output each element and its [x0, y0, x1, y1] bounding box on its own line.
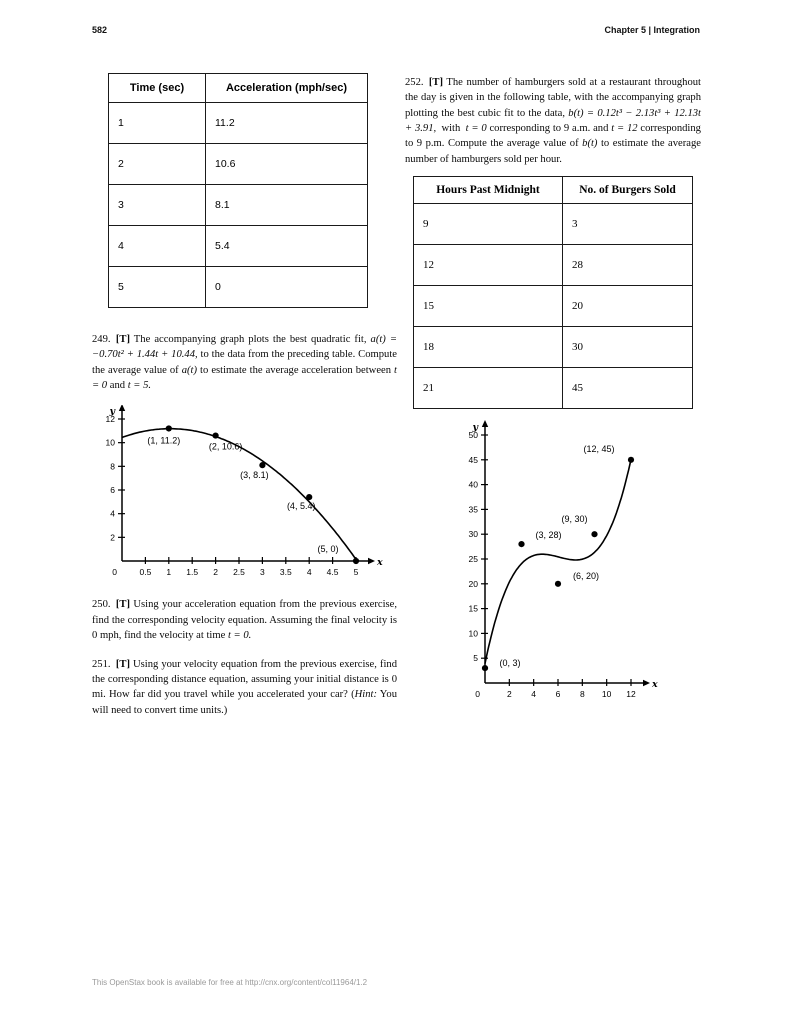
text-segment: a(t) = −0.70t² + 1.44t + 10.44,	[92, 334, 398, 361]
text-segment: with	[436, 123, 466, 135]
table-row	[414, 204, 693, 245]
table-cell: 2	[109, 144, 206, 185]
point-label: (3, 8.1)	[240, 470, 269, 481]
y-tick-label: 6	[110, 485, 115, 496]
column-header: Time (sec)	[109, 74, 206, 103]
text-segment: t = 0.	[227, 630, 252, 642]
text-segment: Hint:	[354, 689, 377, 701]
page-header	[92, 25, 700, 35]
table-cell: 28	[563, 245, 693, 286]
text-segment: to the data from the preceding table. Compute the average value of	[92, 349, 397, 376]
table-cell: 30	[563, 327, 693, 368]
x-tick-label: 4	[306, 567, 312, 578]
x-tick-label: 2	[213, 567, 218, 578]
table-cell: 10.6	[206, 144, 368, 185]
data-point	[259, 462, 265, 468]
x-tick-label: 3.5	[279, 567, 292, 578]
text-segment: corresponding to 9 p.m. Compute the average value of	[405, 123, 701, 150]
acceleration-graph	[92, 405, 392, 587]
y-tick-label: 45	[468, 454, 478, 465]
table-row	[109, 103, 368, 144]
text-segment: The accompanying graph plots the best quadratic fit,	[129, 334, 371, 345]
data-point	[306, 494, 312, 500]
origin-label: 0	[475, 689, 480, 700]
text-segment: a(t)	[181, 364, 198, 376]
point-label: (3, 28)	[535, 530, 562, 541]
text-segment: [T]	[115, 334, 130, 345]
x-axis-arrow-icon	[368, 558, 375, 564]
point-label: (2, 10.6)	[208, 442, 243, 453]
y-tick-label: 30	[468, 529, 478, 540]
problem-249	[92, 332, 397, 393]
y-tick-label: 50	[468, 430, 478, 441]
problem-250	[92, 597, 397, 643]
x-axis-label: x	[377, 557, 383, 569]
y-axis-arrow-icon	[482, 420, 488, 427]
table-row	[414, 245, 693, 286]
data-point	[518, 541, 524, 547]
x-tick-label: 1.5	[186, 567, 199, 578]
point-label: (6, 20)	[572, 570, 600, 581]
table-cell: 5	[109, 267, 206, 308]
table-cell: 5.4	[206, 226, 368, 267]
page-number: 582	[92, 25, 108, 35]
text-segment: t = 5.	[127, 380, 152, 392]
y-tick-label: 8	[110, 461, 115, 472]
data-point	[353, 558, 359, 564]
x-tick-label: 3	[260, 567, 265, 578]
x-tick-label: 1	[166, 567, 172, 578]
table-cell: 3	[109, 185, 206, 226]
table-row	[109, 226, 368, 267]
table-row	[414, 286, 693, 327]
table-row	[414, 327, 693, 368]
x-tick-label: 6	[555, 689, 561, 700]
y-axis-arrow-icon	[119, 405, 125, 411]
text-segment: Using your acceleration equation from the previous exercise, find the corresponding velocity equation. Assuming the final velocity is 0 mph, find the velocity at time	[92, 599, 397, 642]
data-point	[555, 581, 561, 587]
y-tick-label: 40	[468, 479, 478, 490]
x-tick-label: 2.5	[233, 567, 245, 578]
y-axis-label: y	[472, 422, 478, 434]
table-cell: 12	[414, 245, 563, 286]
table-row	[109, 267, 368, 308]
two-column-layout	[92, 68, 701, 718]
column-header: Hours Past Midnight	[414, 177, 563, 204]
footer-text: This OpenStax book is available for free at http://cnx.org/content/col11964/1.2	[92, 978, 368, 987]
data-point	[166, 426, 172, 432]
text-segment: The number of hamburgers sold at a restaurant throughout the day is given in the following table, with the accompanying graph plotting the best cubic fit to the data,	[405, 77, 701, 119]
point-label: (0, 3)	[499, 658, 521, 669]
table-cell: 11.2	[206, 103, 368, 144]
text-segment: b(t)	[582, 138, 598, 150]
text-segment: b(t) = 0.12t³ − 2.13t³ + 12.13t + 3.91,	[405, 107, 701, 135]
table-cell: 1	[109, 103, 206, 144]
burgers-table	[413, 176, 693, 409]
y-tick-label: 10	[468, 628, 478, 639]
text-segment: [T]	[428, 77, 443, 88]
problem-252	[405, 75, 701, 167]
y-tick-label: 25	[468, 554, 478, 565]
point-label: (9, 30)	[561, 514, 588, 525]
text-segment: t = 0	[465, 123, 487, 135]
data-point	[591, 531, 597, 537]
y-tick-label: 2	[110, 532, 115, 543]
point-label: (4, 5.4)	[286, 501, 316, 512]
page-footer	[92, 978, 367, 987]
y-axis-label: y	[109, 406, 115, 418]
acceleration-table	[108, 73, 368, 308]
x-tick-label: 5	[353, 567, 359, 578]
burgers-graph	[455, 419, 667, 711]
column-header: No. of Burgers Sold	[563, 177, 693, 204]
text-segment: corresponding to 9 a.m. and	[486, 123, 612, 135]
data-point	[628, 457, 634, 463]
table-cell: 4	[109, 226, 206, 267]
table-cell: 21	[414, 368, 563, 409]
chapter-title: Chapter 5 | Integration	[604, 25, 700, 35]
data-point	[482, 665, 488, 671]
table-row	[414, 368, 693, 409]
table-cell: 15	[414, 286, 563, 327]
x-tick-label: 4.5	[326, 567, 339, 578]
x-tick-label: 12	[626, 689, 636, 700]
x-axis-arrow-icon	[643, 680, 650, 686]
burgers-graph-container	[455, 419, 701, 716]
x-tick-label: 0.5	[139, 567, 152, 578]
data-point	[213, 433, 219, 439]
origin-label: 0	[112, 567, 117, 578]
text-segment: to estimate the average number of hamburgers sold per hour.	[405, 138, 701, 165]
text-segment: [T]	[115, 599, 130, 611]
y-tick-label: 15	[468, 603, 478, 614]
point-label: (1, 11.2)	[147, 435, 181, 446]
y-tick-label: 35	[468, 504, 478, 515]
y-tick-label: 5	[473, 653, 478, 664]
x-tick-label: 10	[601, 689, 612, 700]
table-cell: 9	[414, 204, 563, 245]
x-tick-label: 4	[531, 689, 537, 700]
table-cell: 8.1	[206, 185, 368, 226]
text-segment: [T]	[115, 658, 130, 670]
x-tick-label: 2	[506, 689, 512, 700]
y-tick-label: 4	[110, 509, 115, 520]
text-segment: t = 0	[92, 364, 397, 392]
text-segment: Using your velocity equation from the previous exercise, find the corresponding distance equation, assuming your initial distance is 0 mi. How far did you travel while you accelerated your car? (	[92, 658, 397, 701]
table-header-row	[109, 74, 368, 103]
y-tick-label: 12	[105, 414, 115, 425]
text-segment: and	[107, 380, 128, 392]
table-cell: 20	[563, 286, 693, 327]
x-axis-label: x	[652, 679, 658, 691]
table-cell: 18	[414, 327, 563, 368]
text-segment: You will need to convert time units.)	[92, 689, 397, 716]
table-row	[109, 185, 368, 226]
y-tick-label: 20	[468, 578, 478, 589]
table-cell: 0	[206, 267, 368, 308]
text-segment: 250.	[92, 599, 116, 611]
column-header: Acceleration (mph/sec)	[206, 74, 368, 103]
right-column	[405, 68, 701, 718]
text-segment: t = 12	[611, 123, 638, 135]
text-segment: 249.	[92, 334, 116, 345]
left-column	[92, 68, 397, 718]
table-header-row	[414, 177, 693, 204]
text-segment: 251.	[92, 658, 116, 670]
problem-251	[92, 657, 397, 718]
y-tick-label: 10	[105, 438, 115, 449]
text-segment: to estimate the average acceleration between	[197, 364, 395, 376]
point-label: (5, 0)	[317, 544, 339, 555]
x-tick-label: 8	[579, 689, 585, 700]
fit-curve	[485, 459, 631, 663]
table-row	[109, 144, 368, 185]
table-cell: 45	[563, 368, 693, 409]
point-label: (12, 45)	[583, 443, 615, 454]
table-cell: 3	[563, 204, 693, 245]
text-segment: 252.	[405, 77, 429, 88]
